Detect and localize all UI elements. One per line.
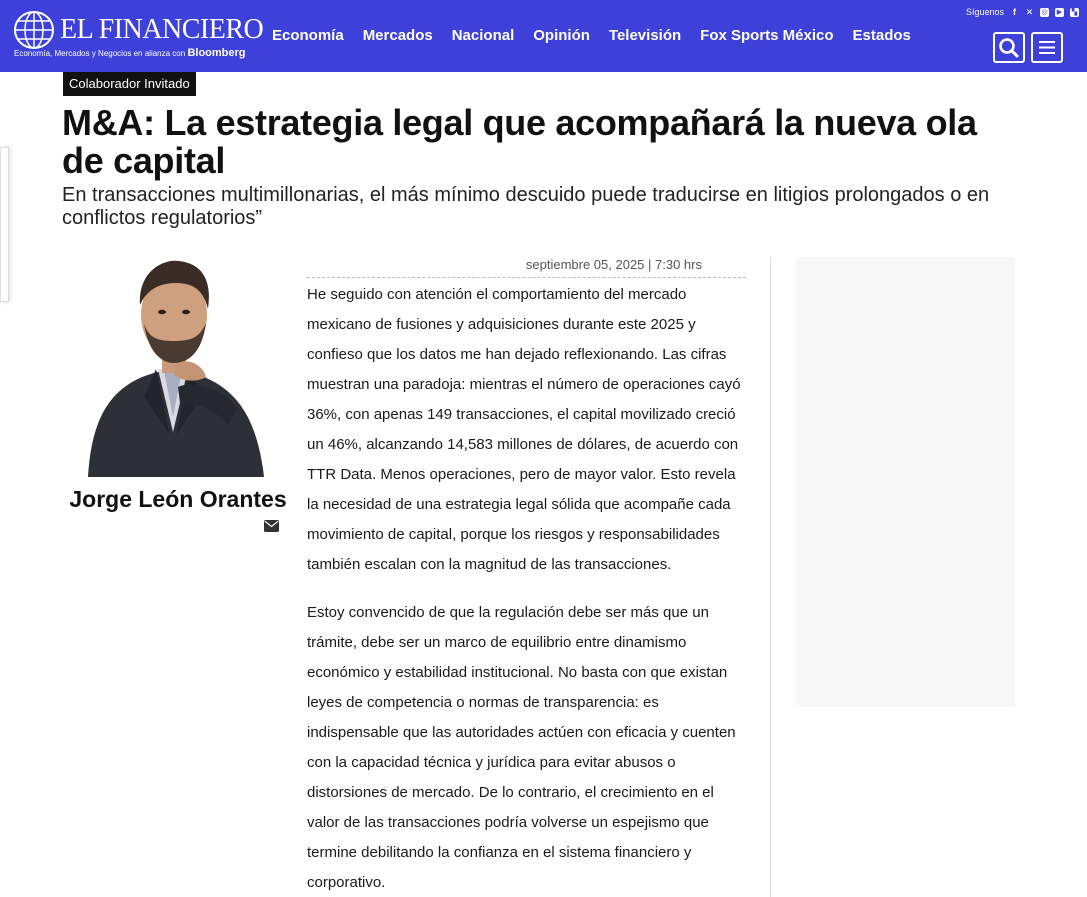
article-subtitle: En transacciones multimillonarias, el más mínimo descuido puede traducirse en litigios prolongados o en conflictos regulatorios” [62,184,990,229]
social-follow [966,7,1079,17]
column-divider [770,257,771,897]
logo-tagline: Economía, Mercados y Negocios en alianza con Bloomberg [14,47,246,59]
article-body [307,280,747,897]
nav-item-opinion[interactable]: Opinión [533,27,590,44]
x-icon[interactable]: ✕ [1025,6,1034,17]
nav-item-economia[interactable]: Economía [272,27,344,44]
nav-item-mercados[interactable]: Mercados [362,27,433,44]
nav-item-estados[interactable]: Estados [852,27,911,44]
article-paragraph: Estoy convencido de que la regulación debe ser más que un trámite, debe ser un marco de equilibrio entre dinamismo económico y estabilidad institucional. No basta con que existan leyes de competencia o normas de transparencia: es indispensable que las autoridades actúen con eficacia y cuenten con la capacidad técnica y jurídica para evitar abusos o distorsiones de mercado. De lo contrario, el crecimiento en el valor de las transacciones podría volverse un espejismo que termine debilitando la confianza en el sistema financiero y corporativo. [307,604,736,891]
instagram-icon[interactable]: ◎ [1041,8,1048,16]
ad-placeholder [795,257,1015,707]
search-button[interactable] [993,32,1025,63]
youtube-icon[interactable]: ▶ [1056,8,1063,16]
logo-wordmark: EL FINANCIERO [60,14,264,45]
site-logo[interactable] [14,10,264,64]
author-name[interactable]: Jorge León Orantes [69,486,287,512]
publish-date: septiembre 05, 2025 | 7:30 hrs [307,257,746,278]
article-paragraph: He seguido con atención el comportamiento del mercado mexicano de fusiones y adquisiciones durante este 2025 y confieso que los datos me han dejado reflexionando. Las cifras muestran una paradoja: mientras el número de operaciones cayó 36%, con apenas 149 transacciones, el capital movilizado creció un 46%, alcanzando 14,583 millones de dólares, de acuerdo con TTR Data. Menos operaciones, pero de mayor valor. Esto revela la necesidad de una estrategia legal sólida que acompañe cada movimiento de capital, porque los riesgos y responsabilidades también escalan con la magnitud de las transacciones. [307,286,741,573]
nav-item-fox-sports[interactable]: Fox Sports México [700,27,834,44]
section-badge[interactable]: Colaborador Invitado [63,72,196,96]
menu-button[interactable] [1031,32,1063,63]
facebook-icon[interactable]: f [1013,6,1016,17]
hamburger-icon [1033,34,1061,61]
author-photo [78,257,268,477]
nav-item-television[interactable]: Televisión [608,27,682,44]
site-header [0,0,1087,72]
globe-logo-icon [14,10,58,50]
main-nav [272,27,930,44]
author-portrait-illustration [78,257,268,477]
nav-item-nacional[interactable]: Nacional [451,27,515,44]
follow-label: Síguenos [965,7,1004,17]
logo-partner: Bloomberg [187,47,246,59]
search-icon [995,34,1023,61]
side-drawer-tab[interactable] [0,147,9,302]
envelope-icon[interactable] [264,520,279,532]
article-headline: M&A: La estrategia legal que acompañará la nueva ola de capital [62,102,977,181]
flipboard-icon[interactable]: ▚ [1071,8,1078,16]
